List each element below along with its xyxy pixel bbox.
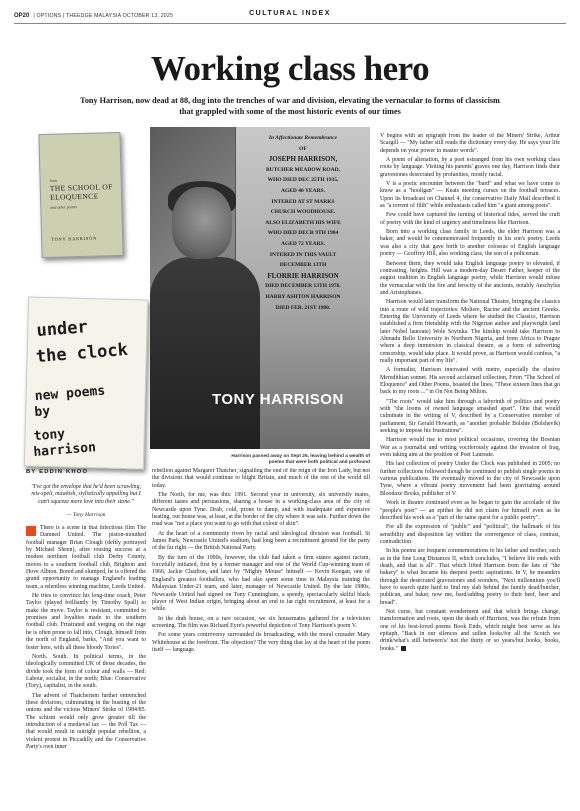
body-column-1 <box>26 525 146 800</box>
book2-line: tony <box>33 426 66 445</box>
portrait-photo <box>150 127 370 449</box>
paragraph: Work in theatre continued even as he began to gain the accolade of the "people's poet" — an epithet he did not claim for himself even as he described his work as a "part of the same quest for a public poetry". <box>380 500 560 521</box>
book1-from: from <box>49 178 58 183</box>
paragraph: A poem of alienation, by a poet estranged from his own working class roots by language. Visiting his parents' graves one day, Harrison finds their gravestones desecrated by profanities, mostly racial. <box>380 157 560 178</box>
paragraph: Harrison would rise to most political occasions, covering the Bosnian War as a journalist and writing vociferously against the invasion of Iraq, even taking aim at the position of Poet Laureate. <box>380 437 560 459</box>
paragraph: "The roots" would take him through a labyrinth of politics and poetry with "the looms of owned language smashed apart". One that would culminate in the writing of V, described by a Conservative member of parliament, Sir Gerald Howarth, as "another probable Bolshie (Bolshevik) seeking to impose his frustrations". <box>380 398 560 435</box>
headstone-line: WHO DIED DEC 25TH 1935, <box>267 177 339 184</box>
pull-quote: "I've got the envelope that he'd been scrawling, mis-spelt, mawkish, stylistically appalling but I can't squeeze more love into their stone." <box>31 484 141 505</box>
body-column-2 <box>152 468 370 801</box>
paragraph: North. South. In political terms, in the ideologically committed UK of those decades, the divide took the form of colour and walls — Red: Labour, socialist, in the north; Blue: Conservative (Tory), capitalist, in the south. <box>26 653 146 690</box>
paragraph: Not curse, but constant wonderment and that which brings change, transformation and roots, upon the death of Harrison, was the refrain from one of his best-loved poems Book Ends, which might best serve as his epitaph, "Back in our silences and sullen looks/for all the Scotch we drink/what's still between's/ not the thirty or so years/but books, books, books." <box>380 608 560 652</box>
photo-name-overlay: TONY HARRISON <box>212 391 344 408</box>
header-rule <box>14 23 566 24</box>
paragraph: Harrison would later transform the National Theatre, bringing the classics into a route of wild trajectories: Moliere, Racine and the ancient Greeks. Entering the University of Leeds where he studied the Classics, Harrison established a firm friendship with the Nigerian author and playwright (and later Nobel laureate) Wole Soyinka. The kinship would take Harrison to Ahmadu Bello University in Northern Nigeria, and from Africa to Prague where a deep immersion in classical theatre, as a form of subverting censorship, would take place. It would prove, as Harrison would confess, "a really important part of my life". <box>380 299 560 364</box>
paragraph: V begins with an epigraph from the leader of the Miners' Strike, Arthur Scargill — "My father still reads the dictionary every day. He says your life depends on your power to master words". <box>380 133 560 154</box>
headstone-line: JOSEPH HARRISON, <box>268 156 338 164</box>
headstone-line: AGED 72 YEARS. <box>281 241 325 247</box>
headstone-line: DECEMBER 13TH <box>279 262 327 269</box>
headstone-line: In Affectionate Remembrance <box>268 135 338 141</box>
paragraph: A formalist, Harrison innovated with metre, especially the elusive Meredithian sonnet. His second acclaimed collection, From "The School of Eloquence" and Other Poems, boasted the lines, "These sixteen lines that go back to my roots ..." in On Not Being Milton. <box>380 367 560 396</box>
paragraph: Born into a working class family in Leeds, the elder Harrison was a baker, and would be commemorated frequently in his son's poetry. Leeds was also a city that gave birth to another colossus of English language poetry — Geoffrey Hill, also working class, the son of a policeman. <box>380 229 560 258</box>
paragraph: For all the expression of "public" and "political", the hallmark of his sensibility and disposition lay within: the convergence of class, contrast, contradiction. <box>380 524 560 545</box>
headstone-line: OF <box>299 145 307 152</box>
paragraph: For some years controversy surrounded its broadcasting, with the moral crusader Mary Whitehouse at the forefront. The objection? The very thing that lay at the heart of the poem itself — language. <box>152 632 370 653</box>
book2-line: by <box>33 403 51 421</box>
photo-caption: Harrison passed away on Sept 26, leaving behind a wealth of poems that were both political and profound <box>231 454 370 465</box>
end-mark <box>401 646 406 651</box>
headline: Working class hero <box>150 49 430 88</box>
page-number: OP20 <box>14 13 30 19</box>
headstone-line: INTERED AT ST MARKS <box>271 198 335 205</box>
headstone-line: WHO DIED DECR 9TH 1984 <box>267 230 339 237</box>
paragraph: Few could have captured the turning of historical tides, served the craft of poetry with the kind of urgency and timeliness like Harrison. <box>380 212 560 226</box>
headstone-line: CHURCH WOODHOUSE. <box>270 209 336 216</box>
paragraph: In the drab house, on a rare occasion, we six housemates gathered for a television screening. The film was Richard Eyre's powerful depiction of Tony Harrison's poem V. <box>152 615 370 629</box>
paragraph: Between them, they would take English language poetry to elevated, if contrasting, heights. Hill was a modern-day Desert Father, keeper of the august tradition in English language poetry, while Harrison would infuse the vernacular with the fire and ferocity of the ancients, notably Aeschylus and Aristophanes. <box>380 260 560 296</box>
book-cover-under-the-clock <box>24 296 148 469</box>
book2-line: under <box>35 317 89 342</box>
headstone-line: INTERED IN THIS VAULT <box>269 251 337 258</box>
paragraph: In his poems are frequent commemorations to his father and mother, such as in the fine Long Distances II, which concludes, "I believe life ends with death, and that is all". That which lifted Harrison from the fate of "the bakery" is what became his deepest poetic aspirations. In V, he meanders through the desecrated gravestones and wonders, "Next millennium you'll have to search quite hard to find my slab behind the family dead/butcher, publican, and baker, now me, bard/adding poetry to their beef, beer and bread". <box>380 548 560 606</box>
running-header: | OPTIONS | THEEDGE MALAYSIA OCTOBER 13, 2025 <box>33 13 174 19</box>
book1-author: TONY HARRISON <box>51 235 98 242</box>
paragraph: He tries to convince his long-time coach, Peter Taylor (played brilliantly by Timothy Spall) to make the move. Taylor is resistant, committed to promises and loyalties made to the southern football club. Frustrated and verging on the rage he is often prone to fall into, Clough, himself from the north of England, barks, "And you want to fester here, with all these bloody Tories". <box>26 593 146 651</box>
paragraph: There is a scene in that infectious film The Damned United. The piston-mouthed football manager Brian Clough (deftly portrayed by Michael Sheen), after rousing success at a modest northern football club Derby County, moves to a southern football club, Brighton and Hove Albion. Bored and slumped, he is offered the grand opportunity to manage England's leading team, a relentless winning machine, Leeds United. <box>26 525 146 590</box>
headstone-line: BUTCHER MEADOW ROAD, <box>265 166 340 173</box>
portrait-figure <box>150 187 260 449</box>
headstone-line: DIED FEB. 21ST 1980. <box>275 304 331 311</box>
book1-subtitle: and other poems <box>50 204 78 210</box>
paragraph: By the turn of the 1990s, however, the club had taken a firm stance against racism, forcefully initiated, first by a former manager and one of the World Cup-winning team of 1966, Jackie Charlton, and later by "Mighty Mouse" himself — Kevin Keegan, one of England's greatest footballers, who had also spent some time in Malaysia training the Malaysian Under-21 team, and later, manager of Newcastle United. By the late 1980s, Newcastle United had signed on Tony Cunningham, a speedy, spectacularly skilful black player of West Indian origin, bringing about an end to far right recruitment, at least for a while. <box>152 554 370 613</box>
book2-line: new poems <box>34 383 106 405</box>
headstone-line: AGED 40 YEARS. <box>281 188 325 194</box>
paragraph: The advent of Thatcherism further entrenched these divisions, culminating in the busting of the unions and the vicious Miners' Strike of 1984/85. The schism would only grow greater till the introduction of a medieval tax — the Poll Tax — that would result in outright popular rebellion, a violent protest in Piccadilly and the Conservative Party's own inner <box>26 692 146 750</box>
section-label: CULTURAL INDEX <box>249 10 331 17</box>
headstone-line: FLORRIE HARRISON <box>267 272 339 280</box>
book2-line: harrison <box>32 440 97 461</box>
pull-quote-attribution: — Tony Harrison <box>66 512 106 518</box>
body-column-3 <box>380 133 560 801</box>
byline: BY EDDIN KHOO <box>26 469 89 475</box>
deck: Tony Harrison, now dead at 88, dug into the trenches of war and division, elevating the vernacular to forms of classicism that grappled with some of the most historic events of our times <box>80 96 500 116</box>
book-cover-school-of-eloquence <box>38 132 123 258</box>
paragraph: rebellion against Margaret Thatcher, signalling the end of the reign of the Iron Lady, but not the divisions that would continue to blight Britain, and much of the rest of the world till today. <box>152 468 370 489</box>
paragraph: At the heart of a community riven by racial and ideological division was football. St James Park, Newcastle United's stadium, had long been a recruitment ground for the party of the far right — the British National Party. <box>152 530 370 552</box>
headstone-line: DIED DECEMBER 13TH 1976. <box>265 283 341 290</box>
headstone-line: HARRY ASHTON HARRISON <box>265 294 341 300</box>
paragraph: V is a poetic encounter between the "bard" and what we have come to know as a "hooligan" — Keats meeting curses on the football terraces. Upon its broadcast on Channel 4, the conservative Daily Mail described it as "a torrent of filth" while enthusiasts called him "a giant among poets". <box>380 181 560 210</box>
book1-title: THE SCHOOL OF ELOQUENCE <box>49 182 113 202</box>
book2-line: the clock <box>35 339 129 368</box>
headstone-line: ALSO ELIZABETH HIS WIFE <box>265 219 341 226</box>
paragraph: His last collection of poetry Under the Clock was published in 2005; no further collections followed though he continued to publish single poems in various publications. He eventually moved to the city of Newcastle upon Tyne, where a vibrant poetry movement had been gravitating around Bloodaxe Books, publisher of V. <box>380 461 560 497</box>
paragraph: The North, for me, was this: 1991. Second year in university, six university mates, different tastes and persuasions, sharing a house in a working-class area of the city of Newcastle upon Tyne. Drab, cold, prone to damp, and with inadequate and expensive heating, our house was, at least, at the border of the city where it was safe. Further down the road was "not a place you want to go with that colour of skin". <box>152 492 370 528</box>
drop-cap-marker <box>26 526 36 536</box>
